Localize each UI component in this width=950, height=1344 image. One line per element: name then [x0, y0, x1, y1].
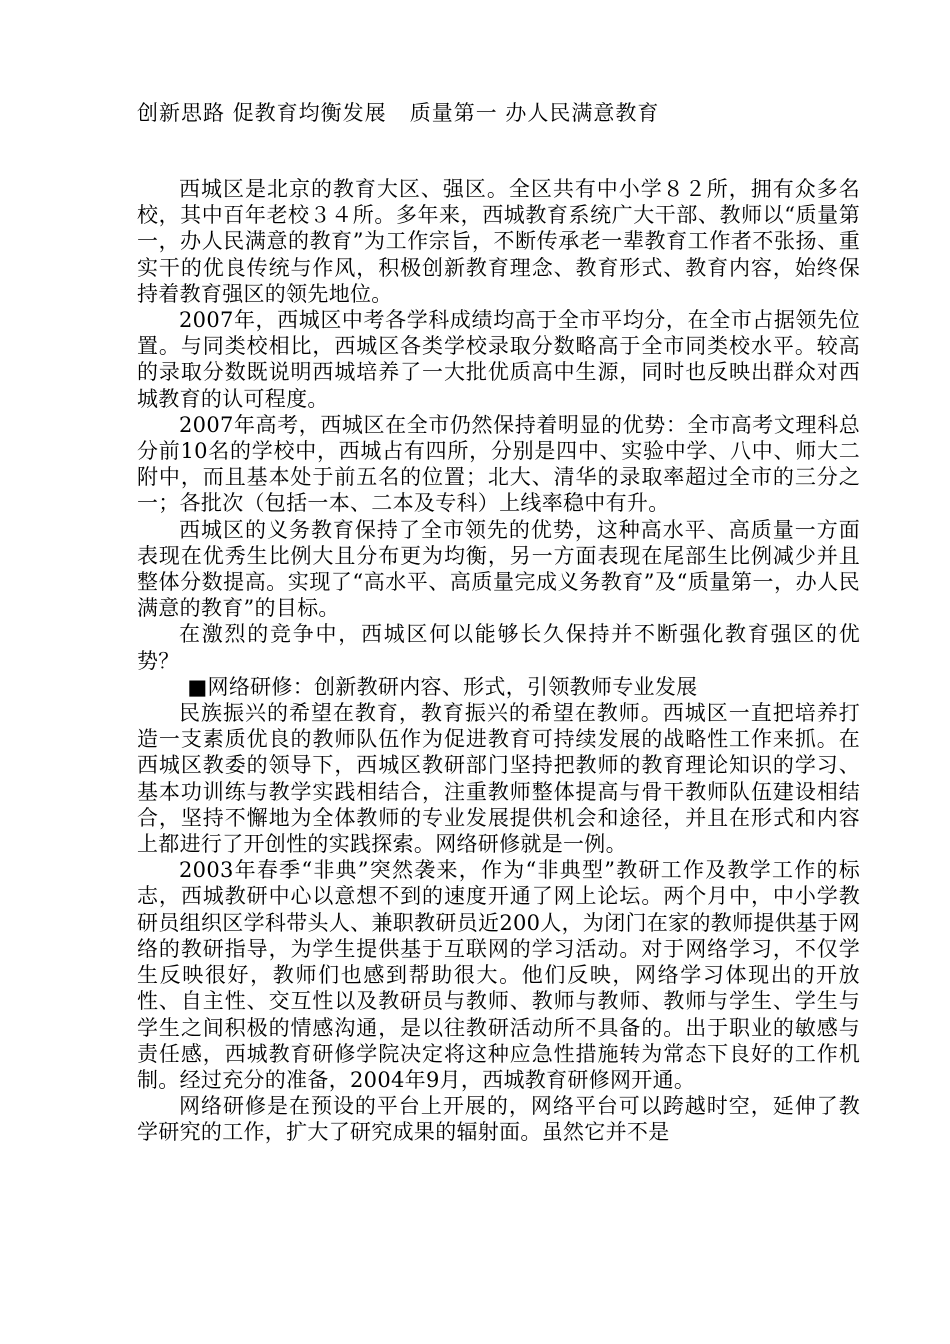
paragraph-zhongkao: 2007年，西城区中考各学科成绩均高于全市平均分，在全市占据领先位置。与同类校相比，西城区各类学校录取分数略高于全市同类校水平。较高的录取分数既说明西城培养了一大批优质高中生源，同时也反映出群众对西城教育的认可程度。 [137, 308, 860, 411]
paragraph-sars-2003: 2003年春季“非典”突然袭来，作为“非典型”教研工作及教学工作的标志，西城教研中心以意想不到的速度开通了网上论坛。两个月中，中小学教研员组织区学科带头人、兼职教研员近200人，为闭门在家的教师提供基于网络的教研指导，为学生提供基于互联网的学习活动。对于网络学习，不仅学生反映很好，教师们也感到帮助很大。他们反映，网络学习体现出的开放性、自主性、交互性以及教研员与教师、教师与教师、教师与学生、学生与学生之间积极的情感沟通，是以往教研活动所不具备的。出于职业的敏感与责任感，西城教育研修学院决定将这种应急性措施转为常态下良好的工作机制。经过充分的准备，2004年9月，西城教育研修网开通。 [137, 858, 860, 1092]
document-body [137, 176, 860, 1146]
section-heading: ■网络研修：创新教研内容、形式，引领教师专业发展 [187, 674, 698, 699]
paragraph-gaokao: 2007年高考，西城区在全市仍然保持着明显的优势：全市高考文理科总分前10名的学校中，西城占有四所，分别是四中、实验中学、八中、师大二附中，而且基本处于前五名的位置；北大、清华的录取率超过全市的三分之一；各批次（包括一本、二本及专科）上线率稳中有升。 [137, 412, 860, 516]
paragraph-question: 在激烈的竞争中，西城区何以能够长久保持并不断强化教育强区的优势？ [137, 622, 860, 673]
paragraph-online-research: 网络研修是在预设的平台上开展的，网络平台可以跨越时空，延伸了教学研究的工作，扩大了研究成果的辐射面。虽然它并不是 [137, 1094, 860, 1145]
paragraph-compulsory-education: 西城区的义务教育保持了全市领先的优势，这种高水平、高质量一方面表现在优秀生比例大且分布更为均衡，另一方面表现在尾部生比例减少并且整体分数提高。实现了“高水平、高质量完成义务教育”及“质量第一，办人民满意的教育”的目标。 [137, 517, 860, 621]
paragraph-intro: 西城区是北京的教育大区、强区。全区共有中小学８２所，拥有众多名校，其中百年老校３４所。多年来，西城教育系统广大干部、教师以“质量第一，办人民满意的教育”为工作宗旨，不断传承老一辈教育工作者不张扬、重实干的优良传统与作风，积极创新教育理念、教育形式、教育内容，始终保持着教育强区的领先地位。 [137, 177, 860, 306]
paragraph-teachers: 民族振兴的希望在教育，教育振兴的希望在教师。西城区一直把培养打造一支素质优良的教师队伍作为促进教育可持续发展的战略性工作来抓。在西城区教委的领导下，西城区教研部门坚持把教师的教育理论知识的学习、基本功训练与教学实践相结合，注重教师整体提高与骨干教师队伍建设相结合，坚持不懈地为全体教师的专业发展提供机会和途径，并且在形式和内容上都进行了开创性的实践探索。网络研修就是一例。 [137, 701, 860, 857]
document-title: 创新思路 促教育均衡发展 质量第一 办人民满意教育 [137, 101, 660, 125]
